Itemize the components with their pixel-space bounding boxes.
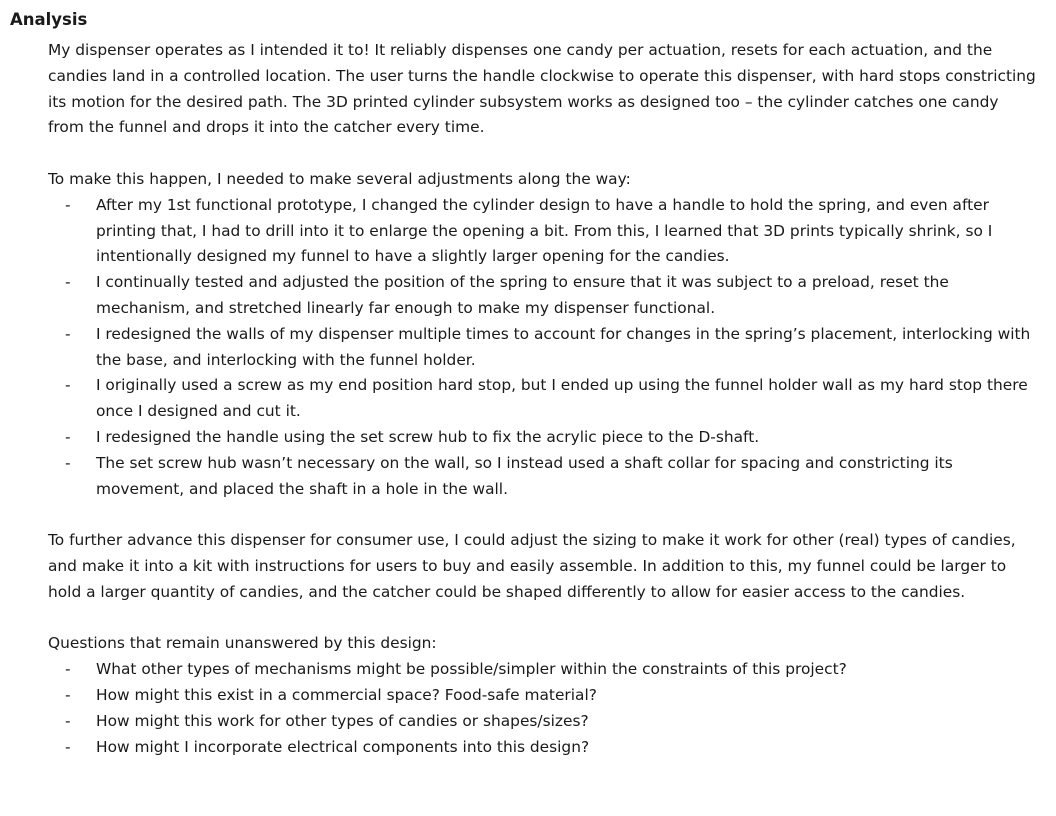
bullet-dash: -: [65, 453, 71, 472]
list-item-text: I redesigned the handle using the set screw hub to fix the acrylic piece to the D-shaft.: [96, 427, 760, 446]
list-item: [48, 193, 1038, 270]
list-item-text: I originally used a screw as my end position hard stop, but I ended up using the funnel holder wall as my hard stop there once I designed and cut it.: [96, 376, 1028, 421]
list-item: [48, 451, 1038, 503]
bullet-dash: -: [65, 711, 71, 730]
list-item-text: How might this exist in a commercial space? Food-safe material?: [96, 685, 597, 704]
intro-paragraph: My dispenser operates as I intended it to! It reliably dispenses one candy per actuation, resets for each actuation, and the candies land in a controlled location. The user turns the handle clockwise to operate this dispenser, with hard stops constricting its motion for the desired path. The 3D printed cylinder subsystem works as designed too – the cylinder catches one candy from the funnel and drops it into the catcher every time.: [48, 41, 1036, 137]
bullet-dash: -: [65, 427, 71, 446]
bullet-dash: -: [65, 737, 71, 756]
bullet-dash: -: [65, 660, 71, 679]
list-item-text: I continually tested and adjusted the position of the spring to ensure that it was subject to a preload, reset the mechanism, and stretched linearly far enough to make my dispenser functional.: [96, 273, 949, 317]
bullet-dash: -: [65, 195, 71, 214]
list-item: [48, 270, 1038, 322]
list-item-text: How might this work for other types of candies or shapes/sizes?: [96, 711, 589, 730]
list-item: [48, 425, 1038, 451]
bullet-dash: -: [65, 324, 71, 343]
questions-list: [48, 657, 1038, 760]
list-item: [48, 322, 1038, 374]
document-body: [48, 38, 1038, 760]
list-item-text: After my 1st functional prototype, I changed the cylinder design to have a handle to hold the spring, and even after printing that, I had to drill into it to enlarge the opening a bit. From this, I learned that 3D prints typically shrink, so I intentionally designed my funnel to have a slightly larger opening for the candies.: [96, 195, 993, 266]
list-item-text: The set screw hub wasn’t necessary on the wall, so I instead used a shaft collar for spacing and constricting its movement, and placed the shaft in a hole in the wall.: [96, 453, 953, 498]
adjustments-list: [48, 193, 1038, 503]
list-item: [48, 373, 1038, 425]
future-paragraph: To further advance this dispenser for consumer use, I could adjust the sizing to make it work for other (real) types of candies, and make it into a kit with instructions for users to buy and easily assemble. In addition to this, my funnel could be larger to hold a larger quantity of candies, and the catcher could be shaped differently to allow for easier access to the candies.: [48, 531, 1016, 601]
list-item-text: What other types of mechanisms might be possible/simpler within the constraints of this project?: [96, 660, 847, 679]
list-item: [48, 709, 1038, 735]
adjustments-intro: To make this happen, I needed to make several adjustments along the way:: [48, 169, 631, 188]
list-item: [48, 657, 1038, 683]
bullet-dash: -: [65, 376, 71, 395]
paragraph-spacer: [48, 606, 1038, 632]
bullet-dash: -: [65, 685, 71, 704]
list-item-text: I redesigned the walls of my dispenser multiple times to account for changes in the spring’s placement, interlocking with the base, and interlocking with the funnel holder.: [96, 324, 1031, 369]
questions-intro: Questions that remain unanswered by this design:: [48, 634, 437, 653]
list-item: [48, 735, 1038, 761]
list-item: [48, 683, 1038, 709]
list-item-text: How might I incorporate electrical components into this design?: [96, 737, 590, 756]
bullet-dash: -: [65, 273, 71, 292]
section-heading: Analysis: [10, 10, 88, 29]
paragraph-spacer: [48, 141, 1038, 167]
paragraph-spacer: [48, 502, 1038, 528]
